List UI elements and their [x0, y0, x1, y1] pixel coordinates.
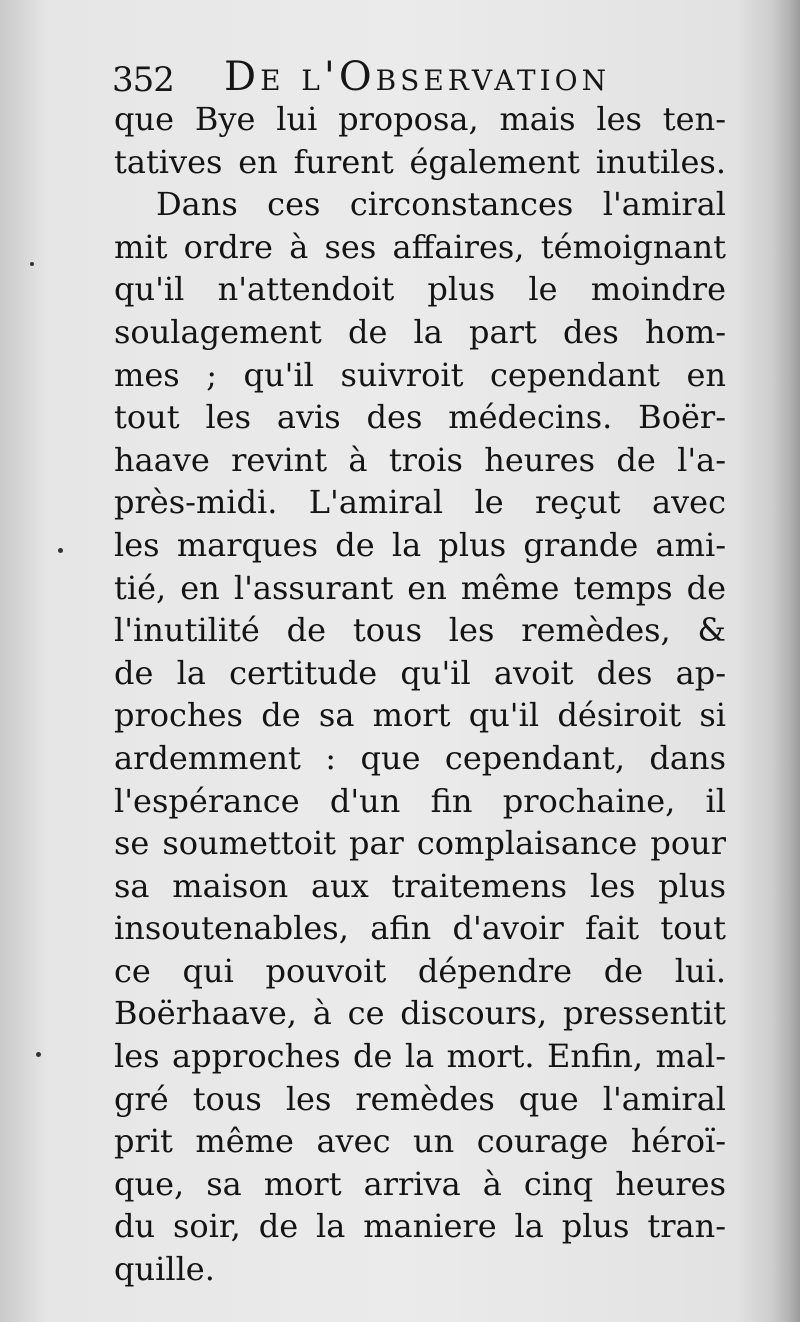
- text-line: insoutenables, afin d'avoir fait tout: [114, 909, 726, 948]
- text-line: que, sa mort arriva à cinq heures: [114, 1164, 726, 1203]
- text-line: ce qui pouvoit dépendre de lui.: [114, 951, 726, 990]
- text-line: haave revint à trois heures de l'a-: [114, 440, 726, 479]
- text-line: mes ; qu'il suivroit cependant en: [114, 355, 726, 394]
- text-line: prit même avec un courage héroï-: [114, 1122, 726, 1161]
- text-line: près-midi. L'amiral le reçut avec: [114, 483, 726, 522]
- text-line: tatives en furent également inutiles.: [114, 142, 726, 181]
- body-text: [114, 98, 726, 1291]
- text-line: ardemment : que cependant, dans: [114, 738, 726, 777]
- text-line: du soir, de la maniere la plus tran-: [114, 1207, 726, 1246]
- text-line: sa maison aux traitemens les plus: [114, 866, 726, 905]
- text-line: l'espérance d'un fin prochaine, il: [114, 781, 726, 820]
- paper-speck: [36, 1052, 41, 1057]
- text-line: l'inutilité de tous les remèdes, &: [114, 611, 726, 650]
- text-line: mit ordre à ses affaires, témoignant: [114, 227, 726, 266]
- page-header: [112, 52, 672, 104]
- text-line: de la certitude qu'il avoit des ap-: [114, 653, 726, 692]
- text-line: se soumettoit par complaisance pour: [114, 824, 726, 863]
- paper-speck: [58, 548, 63, 553]
- page-number: 352: [112, 60, 174, 100]
- page-edge-shadow: [772, 0, 800, 1322]
- text-line: que Bye lui proposa, mais les ten-: [114, 100, 726, 138]
- text-line: les marques de la plus grande ami-: [114, 525, 726, 564]
- text-line: qu'il n'attendoit plus le moindre: [114, 270, 726, 309]
- paper-speck: [30, 262, 34, 266]
- text-line: Boërhaave, à ce discours, pressentit: [114, 994, 726, 1033]
- running-head: De l'Observation: [224, 54, 611, 100]
- text-line: quille.: [114, 1250, 215, 1289]
- text-line: les approches de la mort. Enfin, mal-: [114, 1037, 726, 1076]
- text-line: gré tous les remèdes que l'amiral: [114, 1079, 726, 1118]
- text-line: soulagement de la part des hom-: [114, 312, 726, 351]
- text-line: proches de sa mort qu'il désiroit si: [114, 696, 726, 735]
- text-line: tié, en l'assurant en même temps de: [114, 568, 726, 607]
- text-line: tout les avis des médecins. Boër-: [114, 398, 726, 437]
- text-line: Dans ces circonstances l'amiral: [156, 185, 726, 224]
